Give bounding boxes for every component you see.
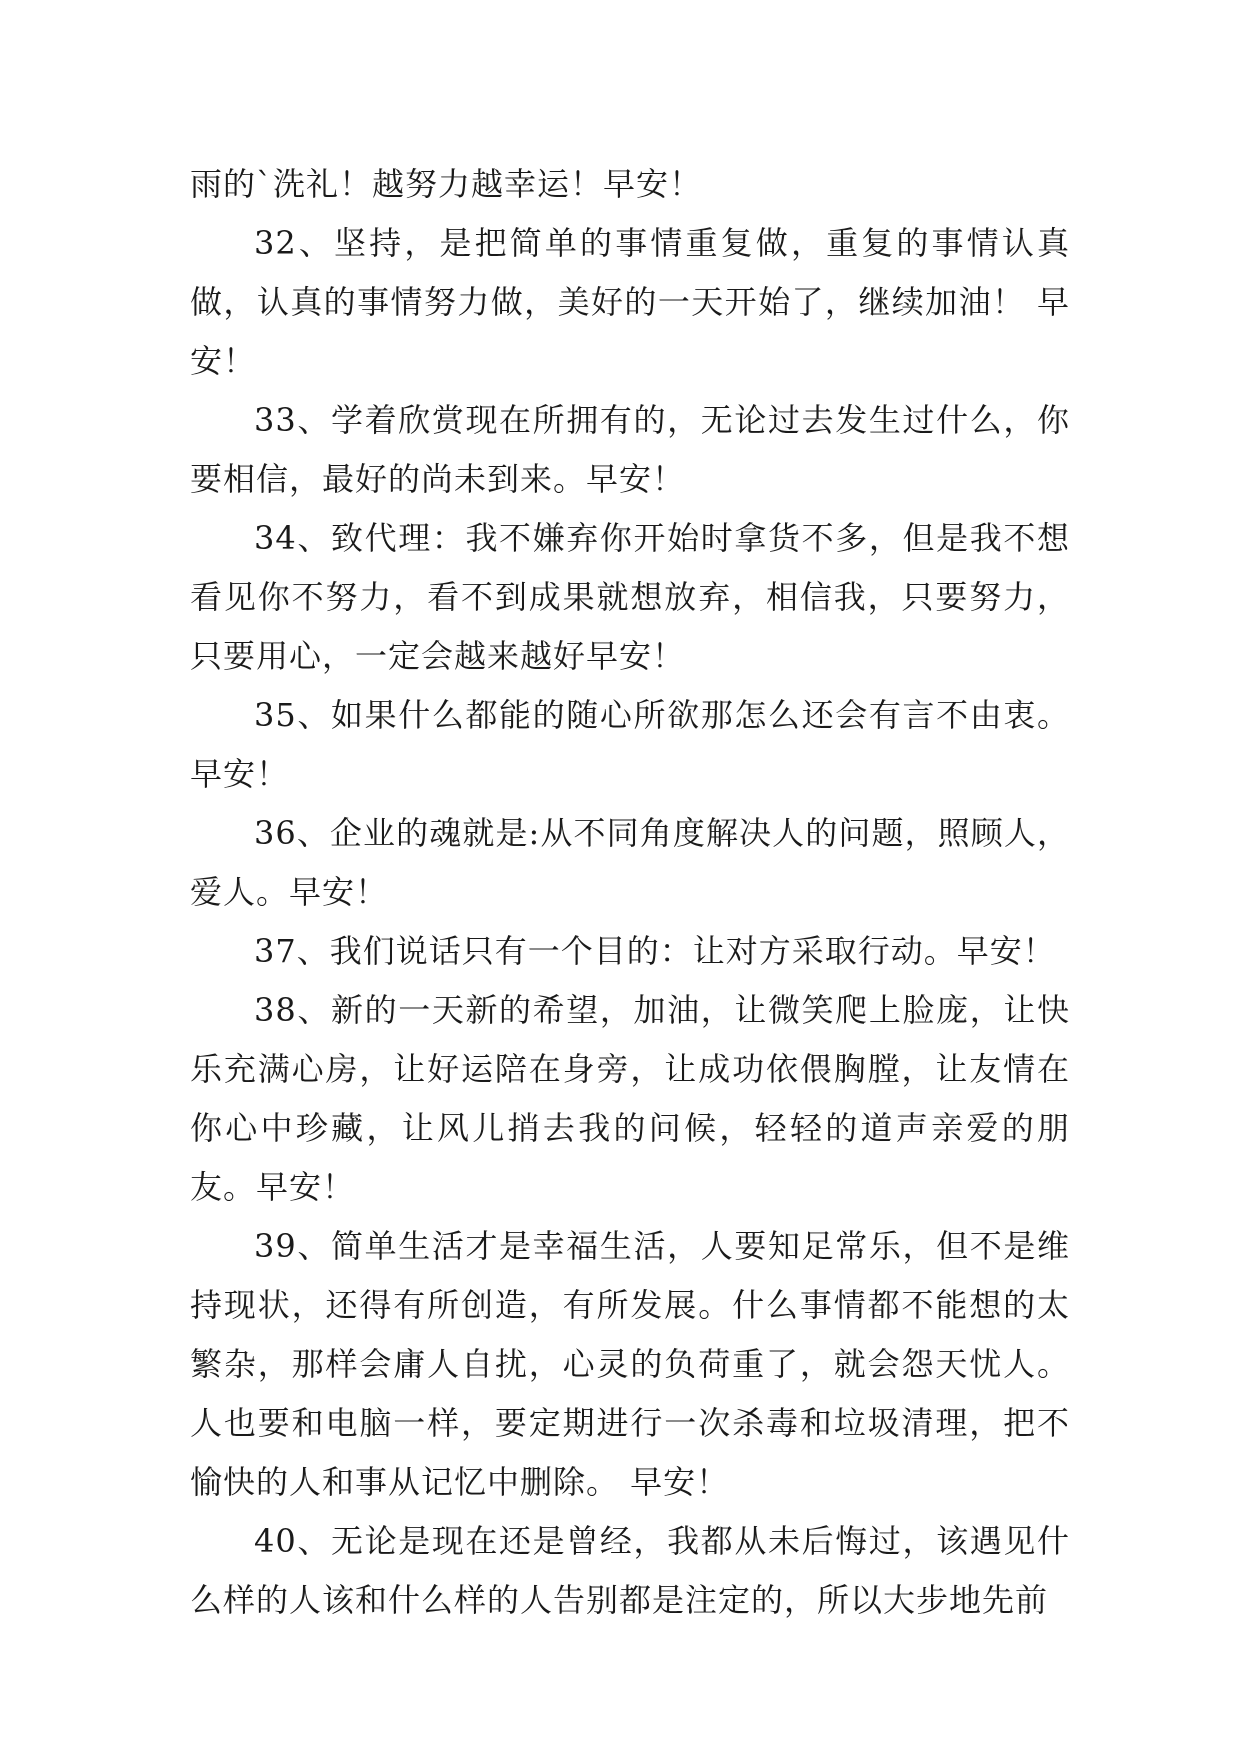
paragraph-34: 34、致代理：我不嫌弃你开始时拿货不多，但是我不想看见你不努力，看不到成果就想放弃，相信我，只要努力，只要用心，一定会越来越好早安！ <box>190 519 1070 675</box>
paragraph-40: 40、无论是现在还是曾经，我都从未后悔过，该遇见什么样的人该和什么样的人告别都是注定的，所以大步地先前 <box>190 1522 1070 1619</box>
paragraph-33: 33、学着欣赏现在所拥有的，无论过去发生过什么，你要相信，最好的尚未到来。早安！ <box>190 401 1070 498</box>
paragraph-35: 35、如果什么都能的随心所欲那怎么还会有言不由衷。早安！ <box>190 696 1070 793</box>
paragraph-32: 32、坚持，是把简单的事情重复做，重复的事情认真做，认真的事情努力做，美好的一天开始了，继续加油！ 早安！ <box>190 224 1070 380</box>
paragraph-continuation: 雨的`洗礼！越努力越幸运！早安！ <box>190 165 703 203</box>
paragraph-37: 37、我们说话只有一个目的：让对方采取行动。早安！ <box>254 932 1056 970</box>
paragraph-39: 39、简单生活才是幸福生活，人要知足常乐，但不是维持现状，还得有所创造，有所发展。什么事情都不能想的太繁杂，那样会庸人自扰，心灵的负荷重了，就会怨天忧人。人也要和电脑一样，要定期进行一次杀毒和垃圾清理，把不愉快的人和事从记忆中删除。 早安！ <box>190 1227 1070 1501</box>
paragraph-38: 38、新的一天新的希望，加油，让微笑爬上脸庞，让快乐充满心房，让好运陪在身旁，让成功依偎胸膛，让友情在你心中珍藏，让风儿捎去我的问候，轻轻的道声亲爱的朋友。早安！ <box>190 991 1070 1206</box>
document-body <box>190 155 1070 1630</box>
paragraph-36: 36、企业的魂就是:从不同角度解决人的问题，照顾人，爱人。早安！ <box>190 814 1070 911</box>
